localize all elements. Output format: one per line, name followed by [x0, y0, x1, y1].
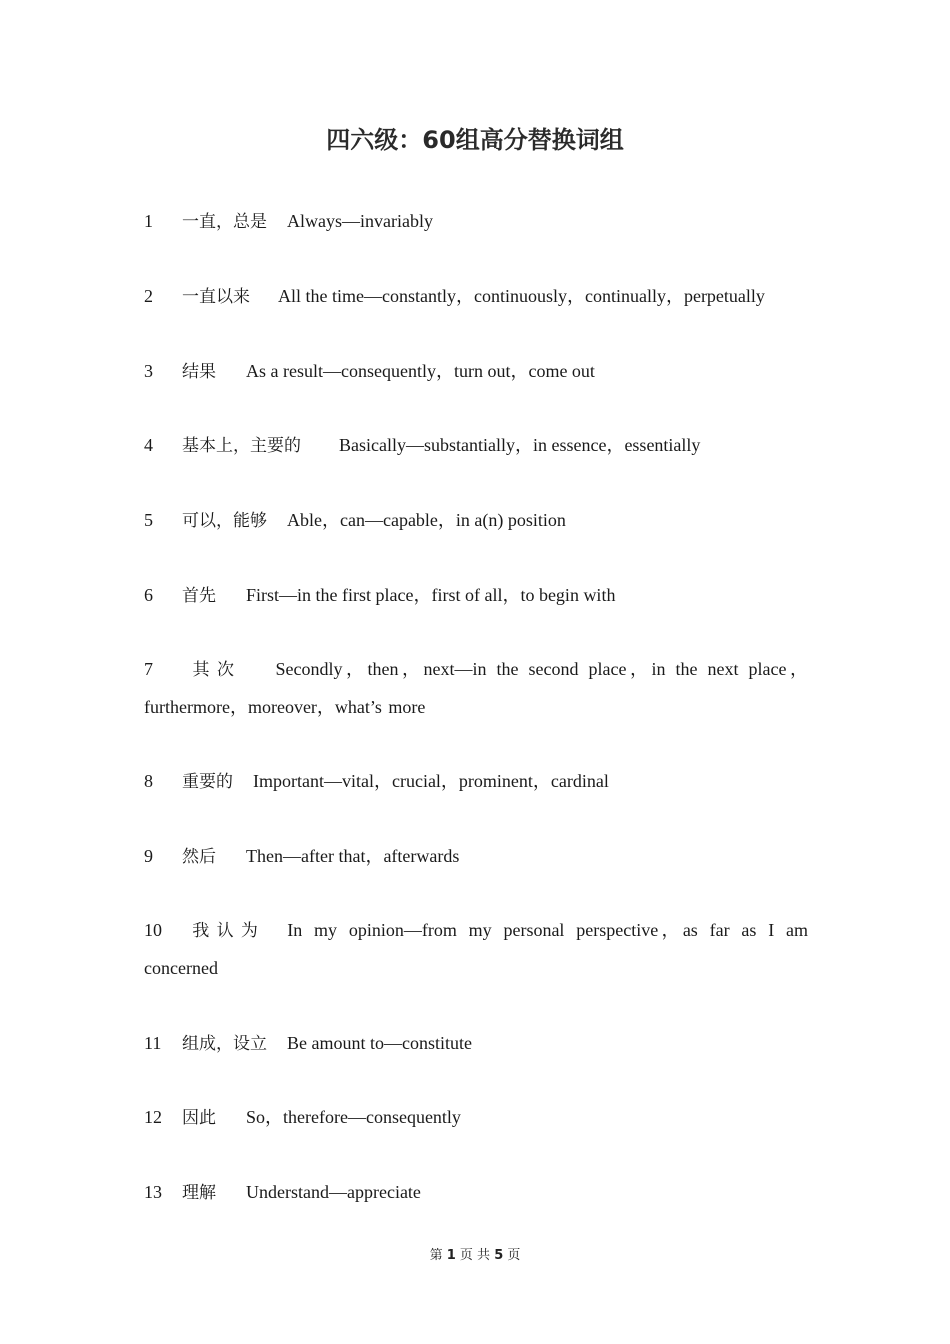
entry-number: 8 — [144, 771, 153, 791]
entry-chinese: 因此 — [182, 1108, 216, 1128]
footer-suffix: 页 — [507, 1248, 521, 1263]
entry-english: All the time—constantly，continuously，continually，perpetually — [278, 286, 765, 306]
list-item — [144, 210, 808, 233]
list-item — [144, 360, 808, 383]
total-page-count: 5 — [494, 1248, 504, 1263]
footer-middle: 页 共 — [459, 1248, 491, 1263]
entry-chinese: 一直，总是 — [182, 212, 267, 232]
entry-english: In my opinion—from my personal perspective，as far as I am concerned — [144, 920, 808, 978]
footer-prefix: 第 — [429, 1248, 443, 1263]
current-page-number: 1 — [446, 1248, 456, 1263]
entry-chinese: 重要的 — [182, 772, 233, 792]
entry-number: 1 — [144, 211, 153, 231]
list-item — [144, 1106, 808, 1129]
entry-chinese: 理解 — [182, 1183, 216, 1203]
entry-english: As a result—consequently，turn out，come out — [246, 361, 595, 381]
entry-english: Then—after that，afterwards — [246, 846, 460, 866]
entry-english: Important—vital，crucial，prominent，cardinal — [253, 771, 609, 791]
entry-english: Understand—appreciate — [246, 1182, 421, 1202]
entry-chinese: 结果 — [182, 362, 216, 382]
list-item — [144, 509, 808, 532]
list-item — [144, 912, 808, 987]
list-item — [144, 584, 808, 607]
list-item — [144, 434, 808, 457]
entry-chinese: 其次 — [189, 660, 242, 680]
entry-number: 2 — [144, 286, 153, 306]
list-item — [144, 845, 808, 868]
entry-number: 7 — [144, 659, 153, 679]
entry-english: First—in the first place，first of all，to begin with — [246, 585, 616, 605]
entry-english: Able，can—capable，in a(n) position — [287, 510, 566, 530]
entry-chinese: 一直以来 — [182, 287, 250, 307]
entry-number: 4 — [144, 435, 153, 455]
entry-english: Basically—substantially，in essence，essentially — [339, 435, 701, 455]
entry-number: 11 — [144, 1033, 162, 1053]
entry-chinese: 然后 — [182, 847, 216, 867]
entry-number: 13 — [144, 1182, 162, 1202]
entry-number: 9 — [144, 846, 153, 866]
list-item — [144, 285, 808, 308]
page-footer — [0, 1244, 950, 1263]
list-item — [144, 1032, 808, 1055]
entry-english: Be amount to—constitute — [287, 1033, 472, 1053]
entry-chinese: 基本上，主要的 — [182, 436, 301, 456]
entry-chinese: 首先 — [182, 586, 216, 606]
list-item — [144, 770, 808, 793]
entry-english: Always—invariably — [287, 211, 433, 231]
page-title: 四六级：60组高分替换词组 — [326, 126, 624, 154]
entry-number: 5 — [144, 510, 153, 530]
entry-number: 3 — [144, 361, 153, 381]
entry-chinese: 我认为 — [189, 921, 266, 941]
entry-chinese: 可以，能够 — [182, 511, 267, 531]
entry-english: Secondly，then，next—in the second place，in the next place，furthermore，moreover，what’s more — [144, 659, 808, 717]
entry-number: 12 — [144, 1107, 162, 1127]
entry-number: 10 — [144, 920, 162, 940]
entry-english: So，therefore—consequently — [246, 1107, 461, 1127]
list-item — [144, 1181, 808, 1204]
list-item — [144, 651, 808, 726]
entry-number: 6 — [144, 585, 153, 605]
entry-chinese: 组成，设立 — [182, 1034, 267, 1054]
